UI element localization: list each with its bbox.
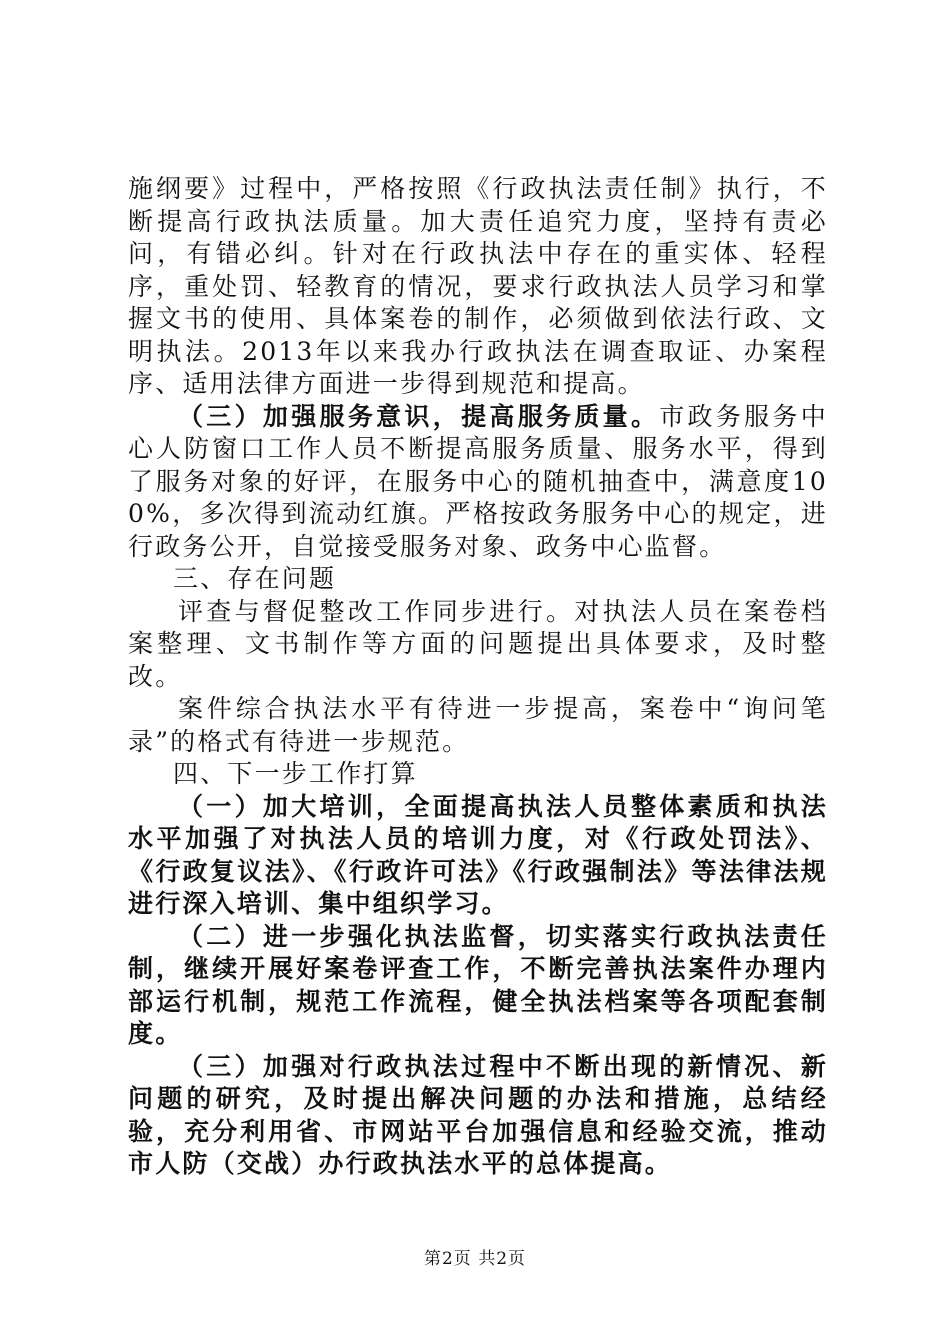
paragraph-review-rectification: 评查与督促整改工作同步进行。对执法人员在案卷档案整理、文书制作等方面的问题提出具体要求，及时整改。 (128, 596, 828, 691)
paragraph-service-quality-lead: （三）加强服务意识，提高服务质量。 (178, 401, 660, 431)
page-number-footer: 第2页 共2页 (423, 1249, 527, 1269)
paragraph-law-enforcement-quality: 施纲要》过程中，严格按照《行政执法责任制》执行，不断提高行政执法质量。加大责任追究力度，坚持有责必问，有错必纠。针对在行政执法中存在的重实体、轻程序，重处罚、轻教育的情况，要求行政执法人员学习和掌握文书的使用、具体案卷的制作，必须做到依法行政、文明执法。2013年以来我办行政执法在调查取证、办案程序、适用法律方面进一步得到规范和提高。 (128, 174, 828, 398)
document-body (128, 173, 828, 1181)
paragraph-supervision: （二）进一步强化执法监督，切实落实行政执法责任制，继续开展好案卷评查工作，不断完善执法案件办理内部运行机制，规范工作流程，健全执法档案等各项配套制度。 (128, 921, 828, 1048)
paragraph-research-exchange: （三）加强对行政执法过程中不断出现的新情况、新问题的研究，及时提出解决问题的办法和措施，总结经验，充分利用省、市网站平台加强信息和经验交流，推动市人防（交战）办行政执法水平的总体提高。 (128, 1051, 828, 1178)
paragraph-service-quality-body: 市政务服务中心人防窗口工作人员不断提高服务质量、服务水平，得到了服务对象的好评，在服务中心的随机抽查中，满意度100%，多次得到流动红旗。严格按政务服务中心的规定，进行政务公开，自觉接受服务对象、政务中心监督。 (128, 401, 828, 561)
heading-next-steps: 四、下一步工作打算 (173, 759, 418, 788)
paragraph-training: （一）加大培训，全面提高执法人员整体素质和执法水平加强了对执法人员的培训力度，对《行政处罚法》、《行政复议法》、《行政许可法》《行政强制法》等法律法规进行深入培训、集中组织学习。 (128, 791, 828, 918)
heading-existing-problems: 三、存在问题 (173, 564, 337, 593)
paragraph-service-quality (128, 401, 828, 564)
paragraph-enforcement-level: 案件综合执法水平有待进一步提高，案卷中“询问笔录”的格式有待进一步规范。 (128, 694, 828, 756)
